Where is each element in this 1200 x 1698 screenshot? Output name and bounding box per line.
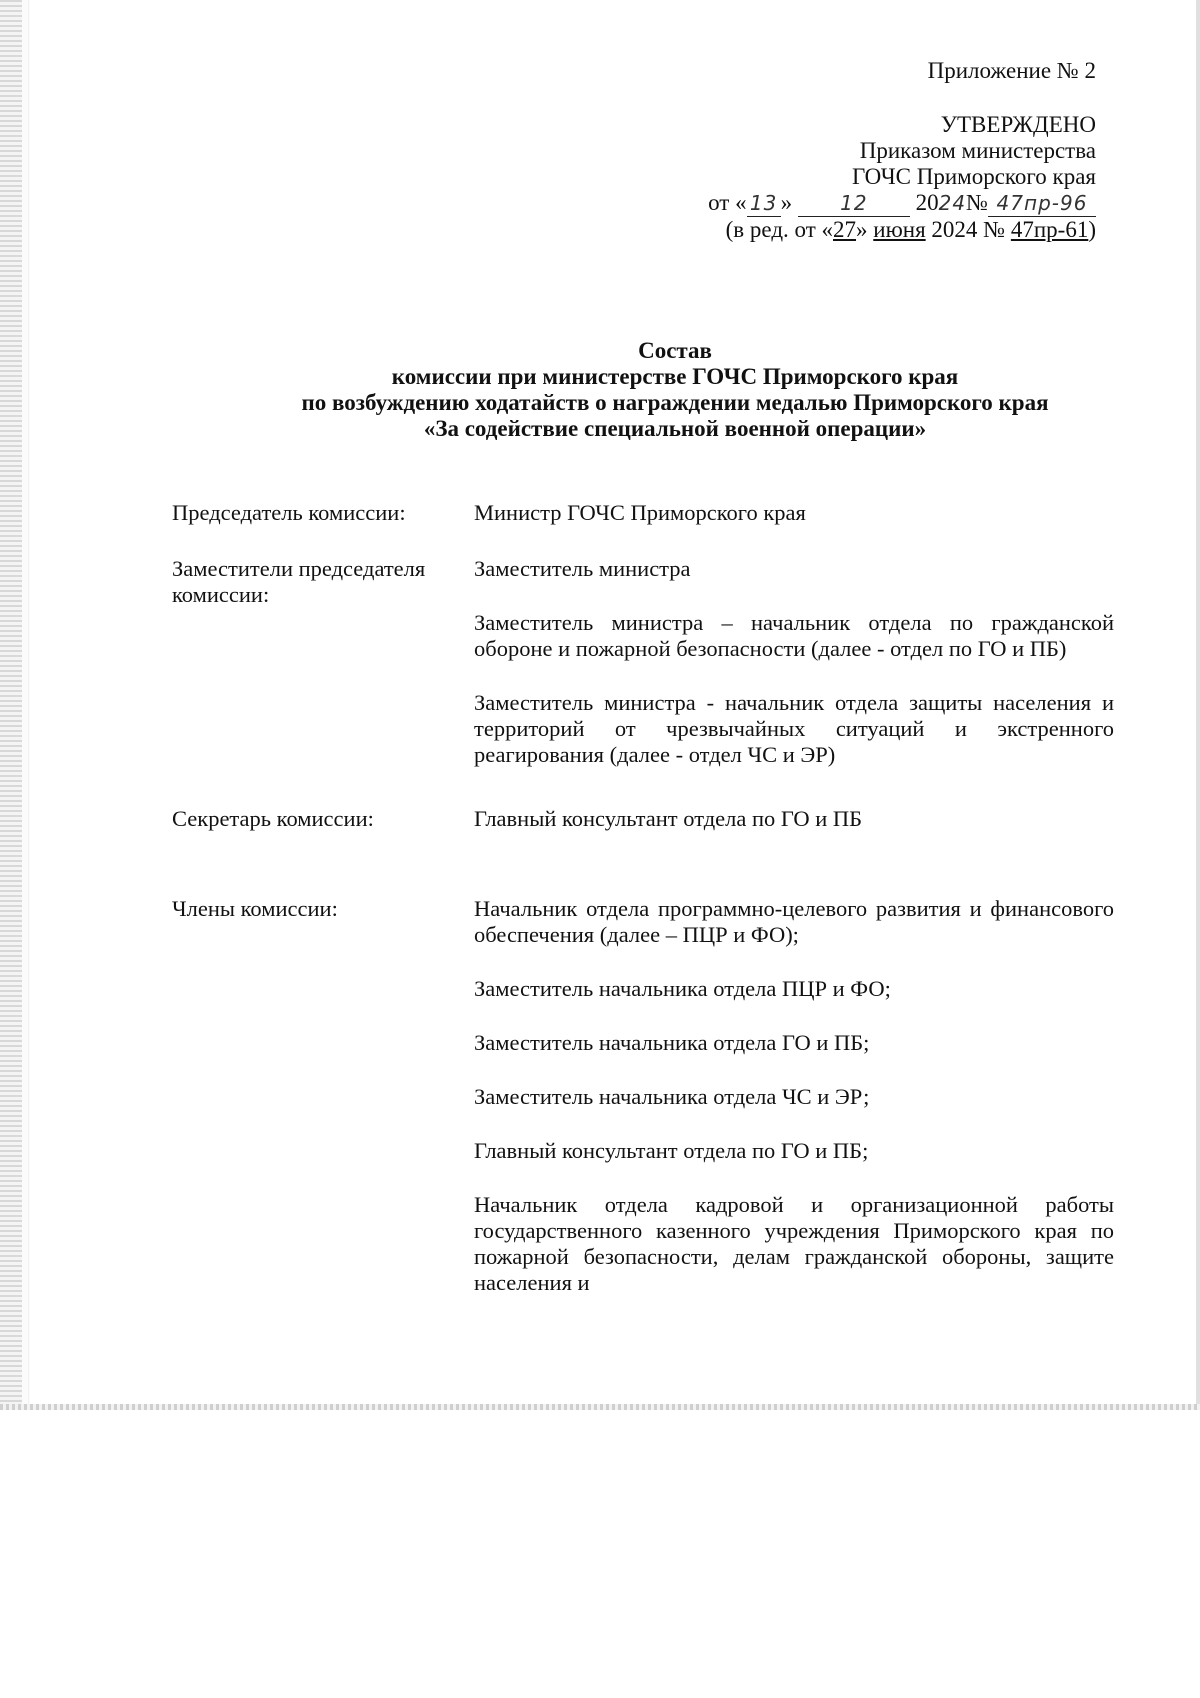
title-line-3: по возбуждению ходатайств о награждении медалью Приморского края <box>301 390 1049 415</box>
deputies-row <box>172 556 1114 806</box>
revision-suffix: ) <box>1088 217 1096 242</box>
revision-prefix: (в ред. от « <box>725 217 834 242</box>
order-line-1: Приказом министерства <box>859 138 1096 163</box>
revision-month: июня <box>873 217 926 242</box>
revision-line <box>708 217 1096 243</box>
title-line-1: Состав <box>638 338 712 363</box>
year-prefix: 20 <box>915 190 939 215</box>
handwritten-year: 24 <box>938 191 967 215</box>
members-row <box>172 896 1114 1296</box>
chair-item: Министр ГОЧС Приморского края <box>474 500 806 525</box>
number-sign: № <box>966 190 988 215</box>
document-title <box>180 338 1170 442</box>
revision-mid: » <box>856 217 874 242</box>
secretary-row <box>172 806 1114 896</box>
revision-day: 27 <box>833 217 857 242</box>
secretary-item: Главный консультант отдела по ГО и ПБ <box>474 806 863 831</box>
commission-members-table <box>172 500 1114 1296</box>
deputies-desc <box>474 556 1114 806</box>
revision-year: 2024 № <box>925 217 1011 242</box>
member-item: Начальник отдела программно-целевого развития и финансового обеспечения (далее – ПЦР и ФО); <box>474 896 1114 947</box>
scan-right-edge <box>1196 0 1200 1410</box>
title-line-2: комиссии при министерстве ГОЧС Приморского края <box>391 364 959 389</box>
deputy-item: Заместитель министра - начальник отдела защиты населения и территорий от чрезвычайных ситуаций и экстренного реагирования (далее - отдел ЧС и ЭР) <box>474 690 1114 767</box>
date-mid: » <box>780 190 793 215</box>
scan-left-edge <box>0 0 22 1410</box>
member-item: Заместитель начальника отдела ГО и ПБ; <box>474 1030 870 1055</box>
chair-desc <box>474 500 1114 556</box>
chair-role: Председатель комиссии: <box>172 500 406 525</box>
handwritten-order-number: 47пр-96 <box>988 190 1096 217</box>
deputies-role: Заместители председателя комиссии: <box>172 556 426 607</box>
order-line-2: ГОЧС Приморского края <box>851 164 1096 189</box>
appendix-number: Приложение № 2 <box>927 58 1096 83</box>
deputy-item: Заместитель министра – начальник отдела по гражданской обороне и пожарной безопасности (далее - отдел по ГО и ПБ) <box>474 610 1114 661</box>
deputy-item: Заместитель министра <box>474 556 691 581</box>
revision-number: 47пр-61 <box>1010 217 1089 242</box>
scan-bottom-edge <box>0 1404 1200 1410</box>
members-role: Члены комиссии: <box>172 896 338 921</box>
document-sheet <box>30 0 1196 1404</box>
member-item: Главный консультант отдела по ГО и ПБ; <box>474 1138 869 1163</box>
member-item: Заместитель начальника отдела ПЦР и ФО; <box>474 976 891 1001</box>
members-desc <box>474 896 1114 1296</box>
handwritten-month: 12 <box>798 190 910 217</box>
title-line-4: «За содействие специальной военной операции» <box>423 416 927 441</box>
approved-label: УТВЕРЖДЕНО <box>940 112 1096 137</box>
order-date-line <box>708 190 1096 217</box>
member-item: Начальник отдела кадровой и организационной работы государственного казенного учреждения Приморского края по пожарной безопасности, делам гражданской обороны, защите населения и <box>474 1192 1114 1295</box>
member-item: Заместитель начальника отдела ЧС и ЭР; <box>474 1084 870 1109</box>
chair-row <box>172 500 1114 556</box>
secretary-role: Секретарь комиссии: <box>172 806 374 831</box>
date-prefix: от « <box>708 190 747 215</box>
secretary-desc <box>474 806 1114 896</box>
handwritten-day: 13 <box>747 190 781 217</box>
approval-block <box>708 58 1096 243</box>
